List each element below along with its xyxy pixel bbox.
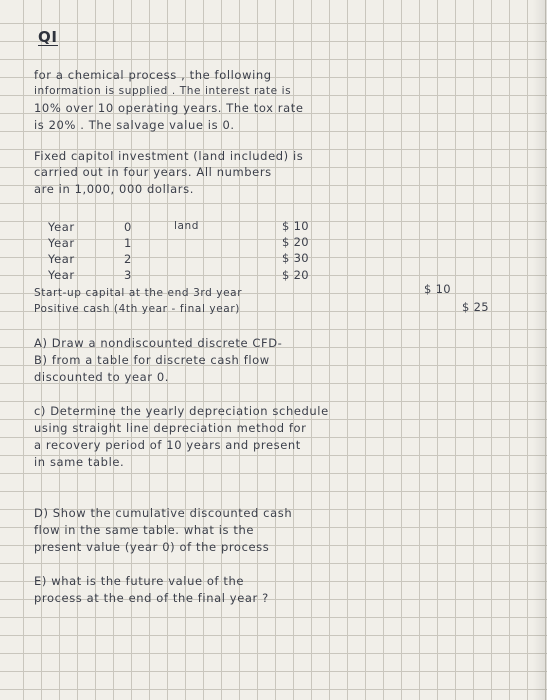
year-number-2: 2 [124, 252, 132, 266]
year-label-1: Year [48, 236, 75, 250]
year-number-1: 1 [124, 236, 132, 250]
startup-capital-amount: $ 10 [424, 282, 451, 296]
year-number-0: 0 [124, 220, 132, 234]
para1-line1: for a chemical process , the following [34, 68, 272, 82]
positive-cash-text: Positive cash (4th year - final year) [34, 303, 240, 315]
year-amount-0: $ 10 [282, 219, 309, 233]
year-amount-3: $ 20 [282, 268, 309, 282]
year-label-3: Year [48, 268, 75, 282]
part-b-line1: B) from a table for discrete cash flow [34, 353, 270, 367]
part-c-line1: c) Determine the yearly depreciation schedule [34, 404, 329, 418]
part-e-line2: process at the end of the final year ? [34, 591, 269, 605]
positive-cash-amount: $ 25 [462, 300, 489, 314]
part-a: A) Draw a nondiscounted discrete CFD- [34, 336, 283, 350]
part-e-line1: E) what is the future value of the [34, 574, 245, 588]
para1-line3: 10% over 10 operating years. The tox rate [34, 101, 304, 115]
page-edge-shadow [533, 0, 547, 700]
para1-line2: information is supplied . The interest rate is [34, 85, 292, 97]
part-c-line4: in same table. [34, 455, 125, 469]
para1-line4: is 20% . The salvage value is 0. [34, 118, 235, 132]
part-d-line2: flow in the same table. what is the [34, 523, 255, 537]
year-amount-1: $ 20 [282, 235, 309, 249]
part-b-line2: discounted to year 0. [34, 370, 170, 384]
part-d-line3: present value (year 0) of the process [34, 540, 270, 554]
para2-line1: Fixed capitol investment (land included) is [34, 149, 304, 163]
year-amount-2: $ 30 [282, 251, 309, 265]
year-label-2: Year [48, 252, 75, 266]
year-label-0: Year [48, 220, 75, 234]
part-c-line2: using straight line depreciation method for [34, 421, 307, 435]
para2-line2: carried out in four years. All numbers [34, 165, 272, 179]
para2-line3: are in 1,000, 000 dollars. [34, 182, 194, 196]
question-title: QI [38, 28, 58, 46]
startup-capital-text: Start-up capital at the end 3rd year [34, 287, 243, 299]
part-c-line3: a recovery period of 10 years and present [34, 438, 301, 452]
year-note-0: land [174, 220, 200, 232]
part-d-line1: D) Show the cumulative discounted cash [34, 506, 293, 520]
year-number-3: 3 [124, 268, 132, 282]
